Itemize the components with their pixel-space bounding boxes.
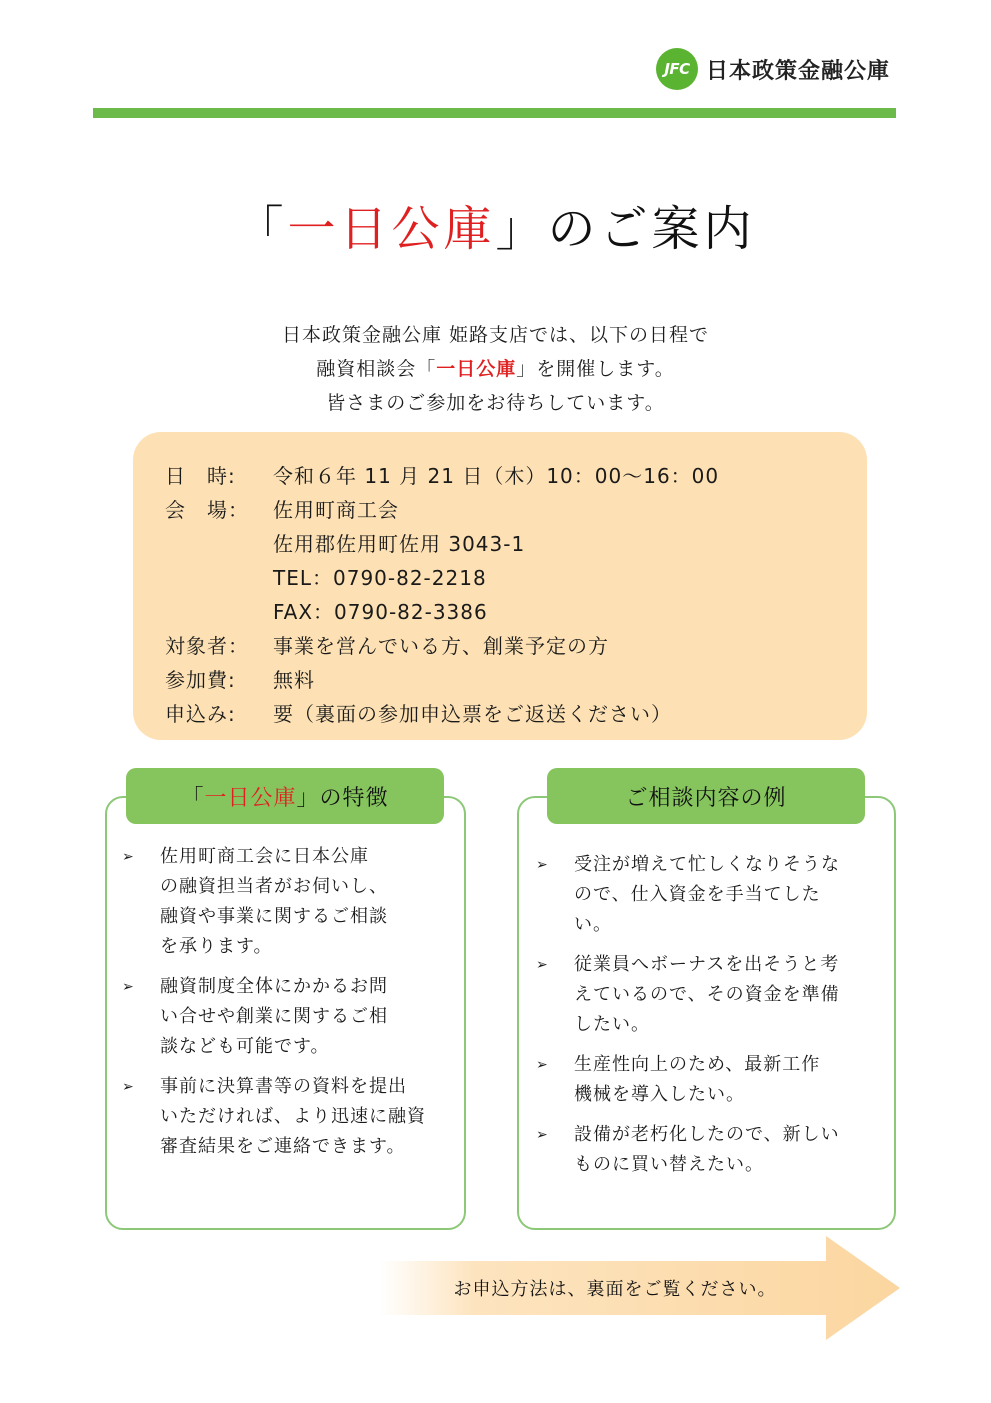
example-item-text xyxy=(574,950,840,1040)
features-heading-open: 「 xyxy=(181,785,205,811)
venue-tel: TEL：0790-82-2218 xyxy=(273,566,487,590)
intro-line-2-highlight: 一日公庫 xyxy=(436,358,517,380)
intro-line-2-post: 」を開催します。 xyxy=(516,358,675,380)
feature-item-line: 事前に決算書等の資料を提出 xyxy=(160,1076,407,1097)
org-name: 日本政策金融公庫 xyxy=(706,58,891,84)
intro-line-2 xyxy=(0,352,991,386)
venue-fax-row xyxy=(165,596,488,625)
fee-value: 無料 xyxy=(273,668,315,692)
intro-line-1: 日本政策金融公庫 姫路支店では、以下の日程で xyxy=(281,324,710,346)
example-item-line: い。 xyxy=(574,914,612,935)
feature-item-line: 融資や事業に関するご相談 xyxy=(160,906,388,927)
examples-heading: ご相談内容の例 xyxy=(547,768,865,824)
datetime-label: 日 時: xyxy=(165,464,236,488)
feature-item-line: を承ります。 xyxy=(160,936,273,957)
feature-item-line: 融資制度全体にかかるお問 xyxy=(160,976,388,997)
example-item-line: 従業員へボーナスを出そうと考 xyxy=(574,954,840,975)
venue-label: 会 場： xyxy=(165,498,249,522)
target-row xyxy=(165,630,609,659)
feature-item-text xyxy=(160,842,388,962)
example-item xyxy=(536,1050,884,1110)
fee-label: 参加費: xyxy=(165,668,236,692)
feature-item-text xyxy=(160,972,388,1062)
venue-name: 佐用町商工会 xyxy=(273,498,399,522)
intro-line-2-pre: 融資相談会「 xyxy=(316,358,437,380)
feature-item-line: い合せや創業に関するご相 xyxy=(160,1006,388,1027)
example-item-line: 機械を導入したい。 xyxy=(574,1084,745,1105)
datetime-value: 令和６年 11 月 21 日（木）10：00〜16：00 xyxy=(273,464,720,488)
feature-item-line: 審査結果をご連絡できます。 xyxy=(160,1136,406,1157)
apply-method-text: お申込方法は、裏面をご覧ください。 xyxy=(453,1279,777,1300)
arrow-bullet-icon: ➢ xyxy=(122,1079,135,1095)
example-item xyxy=(536,1120,884,1180)
spacer xyxy=(165,596,273,625)
apply-row xyxy=(165,698,672,727)
spacer xyxy=(165,562,273,591)
feature-item-text xyxy=(160,1072,426,1162)
arrow-bullet-icon: ➢ xyxy=(536,1127,549,1143)
example-item-line: ものに買い替えたい。 xyxy=(574,1154,764,1175)
arrow-bullet-icon: ➢ xyxy=(122,849,135,865)
title-highlight: 一日公庫 xyxy=(287,201,496,257)
venue-fax: FAX：0790-82-3386 xyxy=(273,600,488,624)
example-item-text xyxy=(574,850,840,940)
target-label: 対象者： xyxy=(165,634,249,658)
example-item-line: したい。 xyxy=(574,1014,650,1035)
features-heading xyxy=(126,768,444,824)
apply-method-arrow xyxy=(380,1236,900,1340)
examples-list xyxy=(536,850,884,1190)
example-item-line: えているので、その資金を準備 xyxy=(574,984,840,1005)
features-heading-suffix: 」の特徴 xyxy=(296,785,389,811)
venue-address-row xyxy=(165,528,525,557)
page-title xyxy=(0,190,991,259)
intro-text xyxy=(0,318,991,420)
feature-item xyxy=(122,972,452,1062)
arrow-bullet-icon: ➢ xyxy=(122,979,135,995)
apply-label: 申込み: xyxy=(165,702,236,726)
example-item xyxy=(536,950,884,1040)
feature-item-line: 佐用町商工会に日本公庫 xyxy=(160,846,369,867)
example-item-text xyxy=(574,1120,840,1180)
title-suffix: 」のご案内 xyxy=(495,201,756,257)
venue-row xyxy=(165,494,399,523)
feature-item-line: の融資担当者がお伺いし、 xyxy=(160,876,388,897)
example-item xyxy=(536,850,884,940)
fee-row xyxy=(165,664,315,693)
venue-tel-row xyxy=(165,562,487,591)
example-item-line: 生産性向上のため、最新工作 xyxy=(574,1054,821,1075)
jfc-logo-mark: JFC xyxy=(656,48,698,90)
example-item-line: ので、仕入資金を手当てした xyxy=(574,884,821,905)
title-open-bracket: 「 xyxy=(235,201,288,257)
example-item-text xyxy=(574,1050,820,1110)
arrow-bullet-icon: ➢ xyxy=(536,1057,549,1073)
feature-item xyxy=(122,1072,452,1162)
feature-item-line: 談なども可能です。 xyxy=(160,1036,330,1057)
feature-item-line: いただければ、より迅速に融資 xyxy=(160,1106,426,1127)
arrow-bullet-icon: ➢ xyxy=(536,857,549,873)
header-divider xyxy=(93,108,896,118)
features-list xyxy=(122,842,452,1172)
intro-line-3: 皆さまのご参加をお待ちしています。 xyxy=(326,392,665,414)
apply-value: 要（裏面の参加申込票をご返送ください） xyxy=(273,702,672,726)
datetime-row xyxy=(165,460,719,489)
venue-address: 佐用郡佐用町佐用 3043-1 xyxy=(273,532,526,556)
target-value: 事業を営んでいる方、創業予定の方 xyxy=(273,634,609,658)
example-item-line: 設備が老朽化したので、新しい xyxy=(574,1124,840,1145)
event-details-box xyxy=(133,432,867,740)
features-heading-highlight: 一日公庫 xyxy=(204,785,297,811)
example-item-line: 受注が増えて忙しくなりそうな xyxy=(574,854,840,875)
brand-logo xyxy=(656,48,890,90)
feature-item xyxy=(122,842,452,962)
arrow-bullet-icon: ➢ xyxy=(536,957,549,973)
spacer xyxy=(165,528,273,557)
